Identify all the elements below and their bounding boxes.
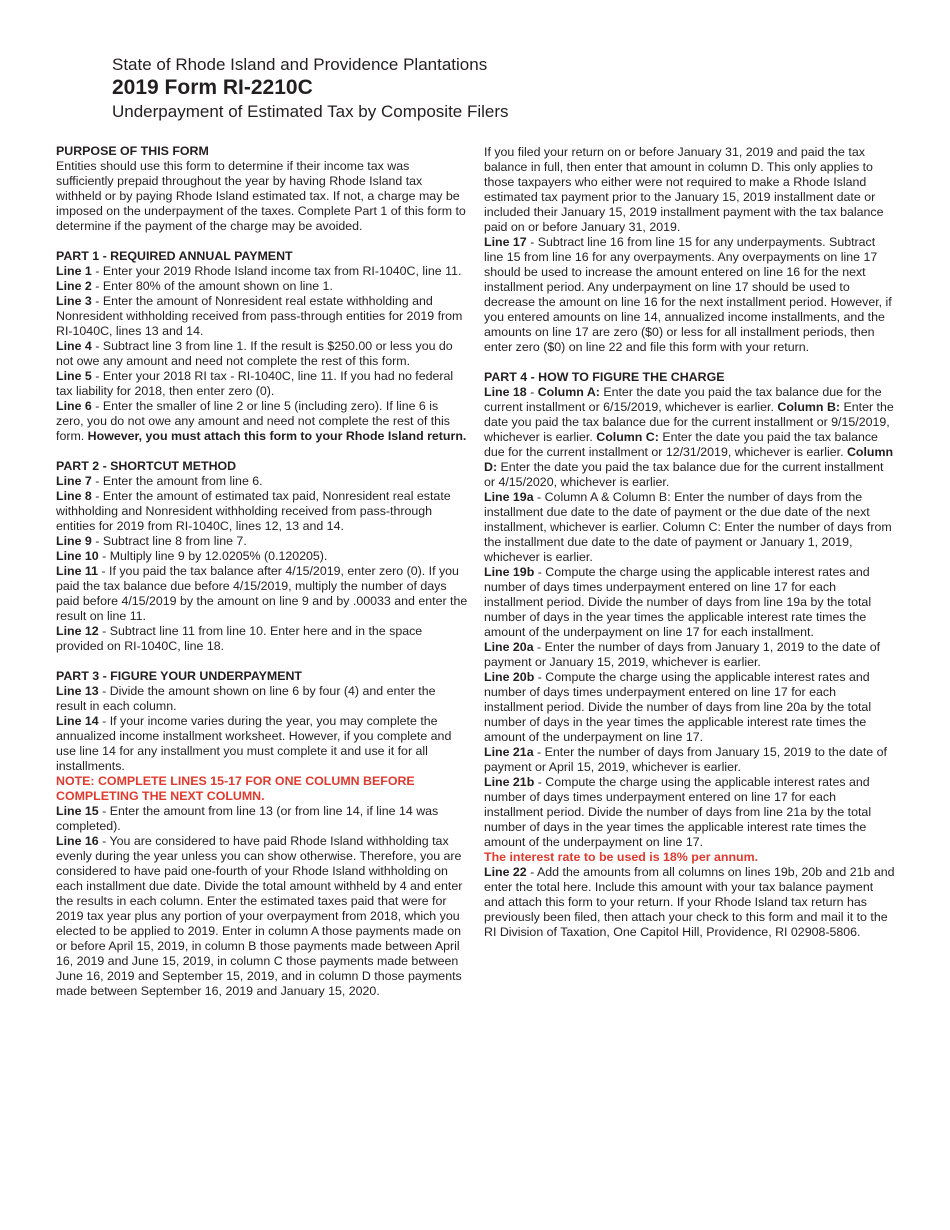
line-text: - Enter the number of days from January 1, 2019 to the date of payment or January 15, 2019, whichever is earlier.	[484, 640, 881, 669]
line-text: - Multiply line 9 by 12.0205% (0.120205).	[98, 549, 328, 563]
line10-instruction	[56, 549, 468, 564]
line4-instruction	[56, 339, 468, 369]
line8-instruction	[56, 489, 468, 534]
line11-instruction	[56, 564, 468, 624]
line-label: Line 19b	[484, 565, 535, 579]
line-text: - Subtract line 16 from line 15 for any underpayments. Subtract line 15 from line 16 for any overpayments. Any overpayments on line 17 should be used to increase the amount entered on line 16 for the next installment period. Any underpayment on line 17 should be used to decrease the amount on line 16 for the next installment period. However, if you entered amounts on line 14, annualized income installments, and the amounts on line 17 are zero ($0) or less for all installment periods, then enter zero ($0) on line 22 and file this form with your return.	[484, 235, 892, 354]
state-name: State of Rhode Island and Providence Plantations	[112, 55, 488, 74]
line-label: Line 6	[56, 399, 92, 413]
form-title: 2019 Form RI-2210C	[112, 76, 313, 99]
line21a-instruction	[484, 745, 896, 775]
line-label: Line 7	[56, 474, 92, 488]
line-label: Line 1	[56, 264, 92, 278]
line-label: Line 21a	[484, 745, 534, 759]
line13-instruction	[56, 684, 468, 714]
line-label: Line 4	[56, 339, 92, 353]
line19b-instruction	[484, 565, 896, 640]
line9-instruction	[56, 534, 468, 549]
line-text: - Subtract line 11 from line 10. Enter here and in the space provided on RI-1040C, line 18.	[56, 624, 423, 653]
line-label: Line 3	[56, 294, 92, 308]
column-d-label: Column D:	[484, 445, 894, 474]
line-label: Line 15	[56, 804, 99, 818]
line20a-instruction	[484, 640, 896, 670]
part4-title: PART 4 - HOW TO FIGURE THE CHARGE	[484, 370, 725, 384]
line-text: - Compute the charge using the applicable interest rates and number of days times underpayment entered on line 17 for each installment period. Divide the number of days from line 21a by the total number of days in the year times the applicable interest rate times the amount of the underpayment on line 17.	[484, 775, 872, 849]
line-text: - Divide the amount shown on line 6 by four (4) and enter the result in each column.	[56, 684, 436, 713]
column-order-note: NOTE: COMPLETE LINES 15-17 FOR ONE COLUMN BEFORE COMPLETING THE NEXT COLUMN.	[56, 774, 415, 803]
line-label: Line 18	[484, 385, 527, 399]
line21b-instruction	[484, 775, 896, 850]
line12-instruction	[56, 624, 468, 654]
line16-instruction	[56, 834, 468, 999]
line14-instruction	[56, 714, 468, 774]
line-label: Line 20b	[484, 670, 535, 684]
part3-title: PART 3 - FIGURE YOUR UNDERPAYMENT	[56, 669, 303, 683]
line-label: Line 21b	[484, 775, 535, 789]
part1-title: PART 1 - REQUIRED ANNUAL PAYMENT	[56, 249, 293, 263]
form-header	[112, 54, 912, 123]
line-label: Line 10	[56, 549, 99, 563]
line16-continued: If you filed your return on or before January 31, 2019 and paid the tax balance in full, then enter that amount in column D. This only applies to those taxpayers who either were not required to make a Rhode Island estimated tax payment prior to the January 15, 2019 installment date or included their January 15, 2019 installment payment with the tax balance paid on or before January 31, 2019.	[484, 145, 884, 234]
line-text: - Subtract line 3 from line 1. If the result is $250.00 or less you do not owe any amount and need not complete the rest of this form.	[56, 339, 453, 368]
line-label: Line 22	[484, 865, 527, 879]
interest-rate-note: The interest rate to be used is 18% per annum.	[484, 850, 759, 864]
line-text: - Compute the charge using the applicable interest rates and number of days times underpayment entered on line 17 for each installment period. Divide the number of days from line 19a by the total number of days in the year times the applicable interest rate times the amount of the underpayment on line 17 for each installment.	[484, 565, 872, 639]
line-text: - Compute the charge using the applicable interest rates and number of days times underpayment entered on line 17 for each installment period. Divide the number of days from line 20a by the total number of days in the year times the applicable interest rate times the amount of the underpayment on line 17.	[484, 670, 872, 744]
line7-instruction	[56, 474, 468, 489]
line15-instruction	[56, 804, 468, 834]
column-a-text: Enter the date you paid the tax balance due for the current installment or 6/15/2019, whichever is earlier.	[484, 385, 882, 414]
line-text: - Column A & Column B: Enter the number of days from the installment due date to the date of payment or the due date of the next installment, whichever is earlier. Column C: Enter the number of days from the installment due date to the date of payment or January 1, 2019, whichever is earlier.	[484, 490, 892, 564]
line-label: Line 16	[56, 834, 99, 848]
line-label: Line 13	[56, 684, 99, 698]
line-text: - Enter the smaller of line 2 or line 5 (including zero). If line 6 is zero, you do not owe any amount and need not complete the rest of this form.	[56, 399, 450, 443]
right-column	[484, 145, 896, 940]
line20b-instruction	[484, 670, 896, 745]
column-c-label: Column C:	[596, 430, 659, 444]
line-text: - Enter the amount from line 13 (or from line 14, if line 14 was completed).	[56, 804, 439, 833]
line-text: - Enter your 2018 RI tax - RI-1040C, line 11. If you had no federal tax liability for 2018, then enter zero (0).	[56, 369, 454, 398]
line-label: Line 2	[56, 279, 92, 293]
column-a-label: Column A:	[537, 385, 600, 399]
column-d-text: Enter the date you paid the tax balance due for the current installment or 4/15/2020, whichever is earlier.	[484, 460, 884, 489]
line22-instruction	[484, 865, 896, 940]
line-label: Line 17	[484, 235, 527, 249]
line-label: Line 12	[56, 624, 99, 638]
line-label: Line 14	[56, 714, 99, 728]
line-text: - Enter the amount from line 6.	[91, 474, 263, 488]
left-column	[56, 144, 468, 999]
line2-instruction	[56, 279, 468, 294]
line-label: Line 8	[56, 489, 92, 503]
line3-instruction	[56, 294, 468, 339]
form-subtitle: Underpayment of Estimated Tax by Composite Filers	[112, 102, 509, 121]
line18-instruction	[484, 385, 896, 490]
line-text: - If you paid the tax balance after 4/15/2019, enter zero (0). If you paid the tax balance due before 4/15/2019, multiply the number of days paid before 4/15/2019 by the amount on line 9 and by .00033 and enter the result on line 11.	[56, 564, 468, 623]
line-text: - Enter the amount of estimated tax paid, Nonresident real estate withholding and Nonresident withholding received from pass-through entities for 2019 from RI-1040C, lines 12, 13 and 14.	[56, 489, 451, 533]
line1-instruction	[56, 264, 468, 279]
line-text: - Add the amounts from all columns on lines 19b, 20b and 21b and enter the total here. Include this amount with your tax balance payment and attach this form to your return. If your Rhode Island tax return has previously been filed, then attach your check to this form and mail it to the RI Division of Taxation, One Capitol Hill, Providence, RI 02908-5806.	[484, 865, 895, 939]
part2-title: PART 2 - SHORTCUT METHOD	[56, 459, 237, 473]
line-text: - Subtract line 8 from line 7.	[91, 534, 247, 548]
line-label: Line 9	[56, 534, 92, 548]
line-text: - You are considered to have paid Rhode Island withholding tax evenly during the year unless you can show otherwise. Therefore, you are considered to have paid one-fourth of your Rhode Island withholding on each installment due date. Divide the total amount withheld by 4 and enter the results in each column. Enter the estimated taxes paid that were for 2019 tax year plus any portion of your overpayment from 2018, which you elected to be applied to 2019. Enter in column A those payments made on or before April 15, 2019, in column B those payments made between April 16, 2019 and June 15, 2019, in column C those payments made between June 16, 2019 and September 15, 2019, and in column D those payments made between September 16, 2019 and January 15, 2020.	[56, 834, 463, 998]
line-text: - If your income varies during the year, you may complete the annualized income installment worksheet. However, if you complete and use line 14 for any installment you must complete it and use it for all installments.	[56, 714, 452, 773]
column-b-label: Column B:	[777, 400, 841, 414]
column-c-text: Enter the date you paid the tax balance due for the current installment or 12/31/2019, whichever is earlier.	[484, 430, 878, 459]
column-b-text: Enter the date you paid the tax balance due for the current installment or 9/15/2019, whichever is earlier.	[484, 400, 894, 444]
line-text: - Enter 80% of the amount shown on line 1.	[91, 279, 333, 293]
line-label: Line 19a	[484, 490, 534, 504]
purpose-title: PURPOSE OF THIS FORM	[56, 144, 209, 158]
line19a-instruction	[484, 490, 896, 565]
line-label: Line 20a	[484, 640, 534, 654]
line-text: - Enter the number of days from January 15, 2019 to the date of payment or April 15, 2019, whichever is earlier.	[484, 745, 887, 774]
line-text: - Enter the amount of Nonresident real estate withholding and Nonresident withholding received from pass-through entities for 2019 from RI-1040C, lines 13 and 14.	[56, 294, 463, 338]
line-label: Line 5	[56, 369, 92, 383]
purpose-text: Entities should use this form to determine if their income tax was sufficiently prepaid throughout the year by having Rhode Island tax withheld or by paying Rhode Island estimated tax. If not, a charge may be imposed on the underpayment of the taxes. Complete Part 1 of this form to determine if the payment of the charge may be avoided.	[56, 159, 466, 233]
line-label: Line 11	[56, 564, 99, 578]
line17-instruction	[484, 235, 896, 355]
line6-instruction	[56, 399, 468, 444]
attach-form-note: However, you must attach this form to your Rhode Island return.	[87, 429, 467, 443]
line-sep: -	[526, 385, 538, 399]
line-text: - Enter your 2019 Rhode Island income tax from RI-1040C, line 11.	[91, 264, 462, 278]
line5-instruction	[56, 369, 468, 399]
